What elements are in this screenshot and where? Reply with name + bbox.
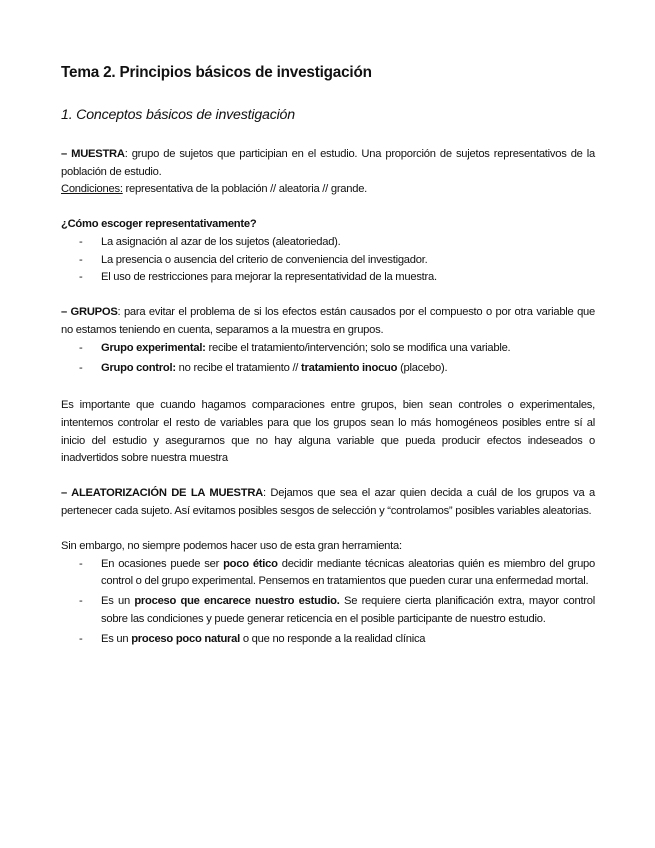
como-escoger-heading-text: ¿Cómo escoger representativamente?: [61, 218, 257, 231]
list-item: [61, 340, 595, 358]
list-item-text: recibe el tratamiento/intervención; solo se modifica una variable.: [205, 341, 511, 354]
list-item-bold: poco ético: [223, 557, 278, 570]
muestra-definition: [61, 146, 595, 181]
section-heading: 1. Conceptos básicos de investigación: [61, 107, 295, 123]
list-item: [61, 631, 595, 649]
list-item-bold: Grupo experimental:: [101, 341, 206, 354]
list-item-text: (placebo).: [397, 361, 448, 374]
list-item-text: o que no responde a la realidad clínica: [239, 633, 426, 646]
dash-bullet: -: [79, 271, 83, 284]
grupos-text: : para evitar el problema de si los efectos están causados por el compuesto o por otra variable que no estamos teniendo en cuenta, separamos a la muestra en grupos.: [61, 306, 595, 336]
dash-bullet: -: [79, 557, 83, 570]
list-item: [61, 593, 595, 628]
dash-bullet: -: [79, 595, 83, 608]
list-item-text: Es un: [101, 633, 132, 646]
list-item-text: Se requiere cierta planificación extra, mayor control sobre las condiciones y puede generar reticencia en el posible participante de nuestro estudio.: [101, 595, 596, 625]
conditions-text: representativa de la población // aleatoria // grande.: [122, 183, 368, 196]
como-escoger-heading: [61, 216, 595, 234]
list-item-text: En ocasiones puede ser: [101, 557, 224, 570]
aleatorizacion-section: [61, 485, 595, 520]
grupos-section: [61, 304, 595, 377]
list-item: [61, 360, 595, 378]
sin-embargo-list: [61, 556, 595, 649]
list-item: [61, 556, 595, 591]
sin-embargo-section: [61, 538, 595, 649]
aleatorizacion-definition: [61, 485, 595, 520]
list-item: [61, 269, 595, 287]
grupos-list: [61, 340, 595, 378]
list-item-text: decidir mediante técnicas aleatorias quién es miembro del grupo control o del grupo experimental. Pensemos en tratamientos que pueden curar una enfermedad mortal.: [101, 557, 595, 588]
dash-bullet: -: [79, 361, 83, 374]
muestra-label: – MUESTRA: [61, 148, 125, 160]
aleatorizacion-label: – ALEATORIZACIÓN DE LA MUESTRA: [61, 487, 263, 500]
muestra-section: [61, 146, 595, 199]
muestra-conditions: [61, 181, 595, 199]
sin-embargo-intro: Sin embargo, no siempre podemos hacer uso de esta gran herramienta:: [61, 540, 402, 553]
dash-bullet: -: [79, 235, 83, 248]
list-item-bold: proceso poco natural: [131, 633, 240, 646]
list-item-text: La asignación al azar de los sujetos (aleatoriedad).: [101, 235, 341, 248]
dash-bullet: -: [79, 341, 83, 354]
list-item-text: Es un: [101, 595, 135, 608]
como-escoger-section: [61, 216, 595, 286]
list-item: [61, 234, 595, 252]
conditions-label: Condiciones:: [61, 183, 123, 196]
list-item-bold: tratamiento inocuo: [301, 361, 398, 374]
grupos-label: – GRUPOS: [61, 306, 118, 319]
aleatorizacion-text: : Dejamos que sea el azar quien decida a cuál de los grupos va a pertenecer cada sujeto. Así evitamos posibles sesgos de selección y “controlamos” posibles variables aleatorias.: [61, 487, 595, 517]
list-item: [61, 252, 595, 270]
list-item-bold: Grupo control:: [101, 361, 176, 374]
list-item-text: La presencia o ausencia del criterio de conveniencia del investigador.: [101, 253, 428, 266]
muestra-text: : grupo de sujetos que participian en el estudio. Una proporción de sujetos representativos de la población de estudio.: [61, 148, 595, 178]
dash-bullet: -: [79, 633, 83, 646]
list-item-bold: proceso que encarece nuestro estudio.: [134, 595, 340, 608]
grupos-definition: [61, 304, 595, 339]
page-title: Tema 2. Principios básicos de investigación: [61, 64, 372, 81]
list-item-text: no recibe el tratamiento //: [175, 361, 302, 374]
dash-bullet: -: [79, 253, 83, 266]
como-escoger-list: [61, 234, 595, 287]
list-item-text: El uso de restricciones para mejorar la representatividad de la muestra.: [101, 271, 437, 284]
document-page: [61, 58, 595, 651]
comparaciones-paragraph: Es importante que cuando hagamos comparaciones entre grupos, bien sean controles o experimentales, intentemos controlar el resto de variables para que los grupos sean lo más homogéneos posibles entre sí al inicio del estudio y asegurarnos que no hay alguna variable que pueda producir efectos indeseados o inadvertidos sobre nuestra muestra: [61, 399, 595, 465]
